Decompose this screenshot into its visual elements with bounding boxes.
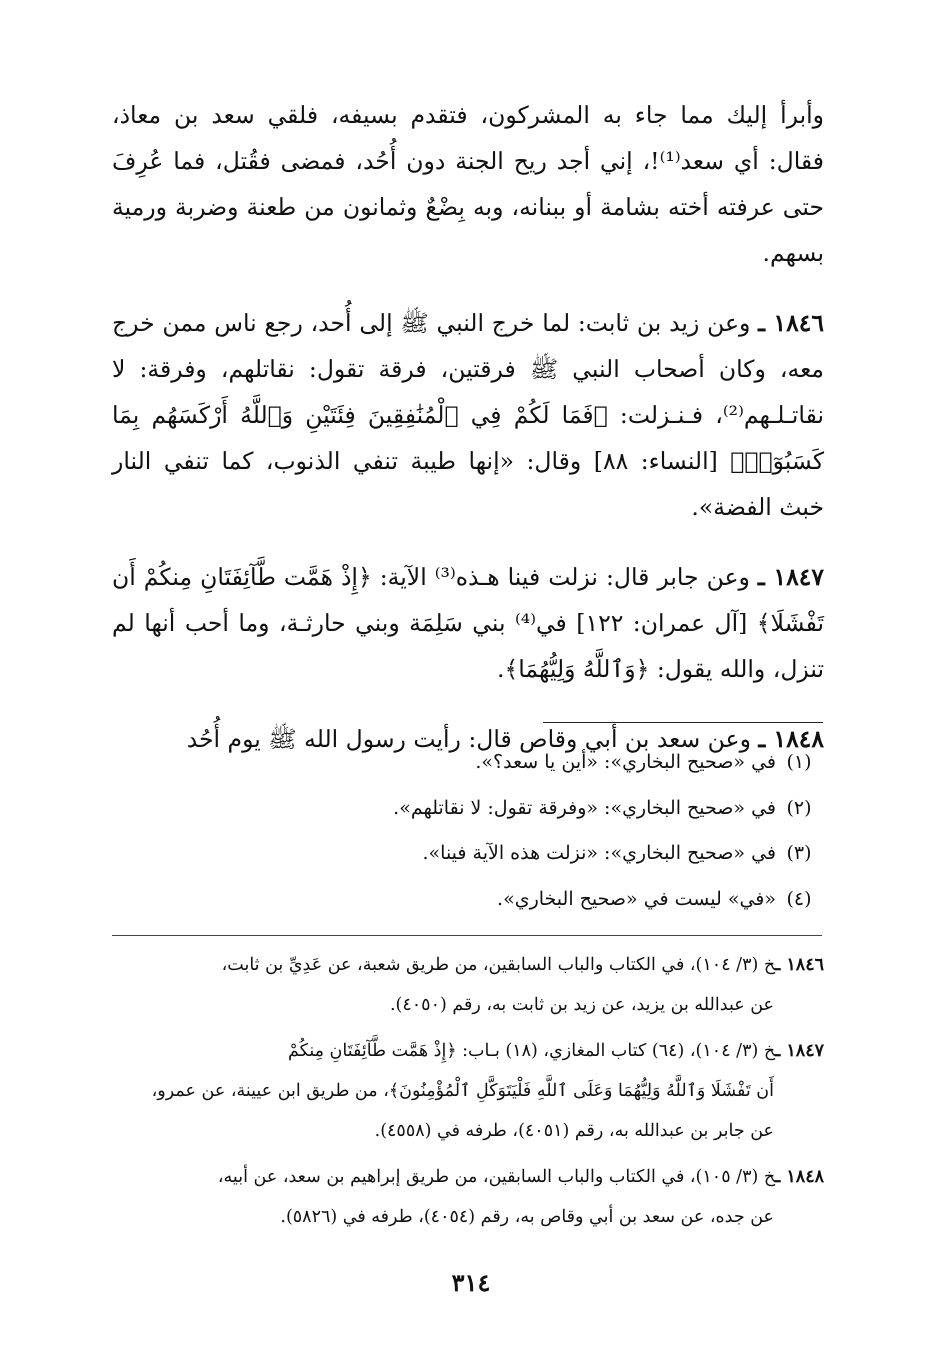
reference-number: ١٨٤٨ ـ bbox=[775, 1167, 824, 1187]
footnote-item bbox=[112, 740, 822, 786]
footnote-item bbox=[112, 786, 822, 832]
hadith-1847 bbox=[112, 554, 824, 692]
footnote-item bbox=[112, 877, 822, 923]
footnote-text: «في» ليست في «صحيح البخاري». bbox=[497, 887, 776, 910]
reference-1848 bbox=[104, 1157, 824, 1237]
paragraph-continuation: وأبرأ إليك مما جاء به المشركون، فتقدم بسيفه، فلقي سعد بن معاذ، فقال: أي سعد⁽¹⁾!، إني أجد ريح الجنة دون أُحُد، فمضى فقُتل، فما عُرِفَ حتى عرفته أخته بشامة أو ببنانه، وبه بِضْعٌ وثمانون من طعنة وضربة ورمية بسهم. bbox=[112, 101, 824, 267]
reference-line: عن جابر بن عبدالله به، رقم (٤٠٥١)، طرفه في (٤٥٥٨). bbox=[374, 1121, 774, 1141]
footnote-text: في «صحيح البخاري»: «نزلت هذه الآية فينا». bbox=[422, 842, 776, 864]
footnote-number: (٢) bbox=[786, 796, 812, 819]
reference-line: أَن تَفْشَلَا وَٱللَّهُ وَلِيُّهُمَا وَعَلَى ٱللَّهِ فَلْيَتَوَكَّلِ ٱلْمُؤْمِنُونَ﴾، من طريق ابن عيينة، عن عمرو، bbox=[151, 1081, 774, 1101]
reference-number: ١٨٤٧ ـ bbox=[775, 1041, 824, 1061]
footnote-text: في «صحيح البخاري»: «وفرقة تقول: لا نقاتلهم». bbox=[393, 796, 776, 819]
hadith-text: وعن جابر قال: نزلت فينا هـذه⁽³⁾ الآية: ﴿إِذْ هَمَّت طَّآئِفَتَانِ مِنكُمْ أَن تَفْشَلَا﴾ [آل عمران: ١٢٢] في⁽⁴⁾ بني سَلِمَة وبني حارثـة، وما أحب أنها لم تنزل، والله يقول: ﴿وَٱللَّهُ وَلِيُّهُمَا﴾. bbox=[112, 563, 824, 683]
hadith-number: ١٨٤٧ ـ bbox=[757, 563, 824, 591]
hadith-text: وعن زيد بن ثابت: لما خرج النبي ﷺ إلى أُحد، رجع ناس ممن خرج معه، وكان أصحاب النبي ﷺ فرقتين، فرقة تقول: نقاتلهم، وفرقة: لا نقاتـلـهم⁽²⁾، فـنـزلت: ﴿فَمَا لَكُمْ فِي ٱلْمُنَٰفِقِينَ فِئَتَيْنِ وَٱللَّهُ أَرْكَسَهُم بِمَا كَسَبُوٓا۟﴾ [النساء: ٨٨] وقال: «إنها طيبة تنفي الذنوب، كما تنفي النار خبث الفضة». bbox=[112, 309, 825, 521]
footnote-divider bbox=[543, 722, 823, 723]
reference-1847 bbox=[104, 1031, 824, 1151]
reference-line: عن عبدالله بن يزيد، عن زيد بن ثابت به، رقم (٤٠٥٠). bbox=[389, 995, 774, 1015]
reference-line: عن جده، عن سعد بن أبي وقاص به، رقم (٤٠٥٤)، طرفه في (٥٨٢٦). bbox=[280, 1207, 774, 1227]
page-number: ٣١٤ bbox=[451, 1268, 491, 1297]
footnote-text: في «صحيح البخاري»: «أين يا سعد؟». bbox=[475, 751, 776, 773]
main-text bbox=[112, 92, 824, 762]
reference-1846 bbox=[104, 945, 824, 1025]
reference-line bbox=[104, 1157, 824, 1197]
hadith-1846 bbox=[112, 300, 824, 530]
footnote-item bbox=[112, 831, 822, 877]
reference-line bbox=[104, 1031, 824, 1071]
reference-text: خ (٣/ ١٠٥)، في الكتاب والباب السابقين، من طريق إبراهيم بن سعد، عن أبيه، bbox=[217, 1167, 776, 1187]
footnote-number: (٤) bbox=[786, 887, 812, 910]
footnote-number: (١) bbox=[786, 751, 812, 773]
reference-line bbox=[104, 945, 824, 985]
hadith-number: ١٨٤٦ ـ bbox=[758, 309, 824, 337]
reference-number: ١٨٤٦ ـ bbox=[775, 955, 824, 975]
reference-text: خ (٣/ ١٠٤)، (٦٤) كتاب المغازي، (١٨) بـاب: ﴿إِذْ هَمَّت طَّآئِفَتَانِ مِنكُمْ bbox=[288, 1041, 776, 1061]
reference-text: خ (٣/ ١٠٤)، في الكتاب والباب السابقين، من طريق شعبة، عن عَدِيِّ بن ثابت، bbox=[221, 955, 776, 975]
hadith-number: ١٨٤٨ ـ bbox=[758, 725, 824, 753]
footnote-number: (٣) bbox=[786, 842, 812, 864]
footnotes bbox=[112, 740, 822, 922]
hadith-text: وعن سعد بن أبي وقاص قال: رأيت رسول الله ﷺ يوم أُحُد bbox=[186, 725, 751, 753]
source-references bbox=[104, 945, 824, 1237]
references-divider bbox=[112, 935, 822, 936]
